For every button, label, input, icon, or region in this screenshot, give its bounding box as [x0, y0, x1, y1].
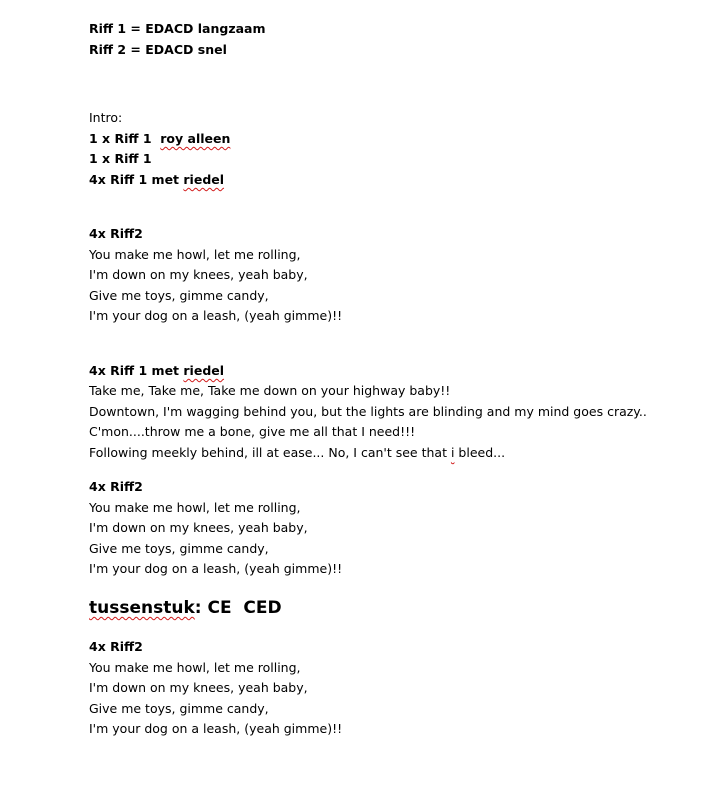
lyric-line: I'm down on my knees, yeah baby,: [89, 267, 308, 282]
lyric-line: I'm down on my knees, yeah baby,: [89, 680, 308, 695]
lyric-line: You make me howl, let me rolling,: [89, 660, 301, 675]
lyric-line: [89, 445, 505, 461]
lyric-line: I'm down on my knees, yeah baby,: [89, 520, 308, 535]
lyric-line: You make me howl, let me rolling,: [89, 500, 301, 515]
lyric-line: I'm your dog on a leash, (yeah gimme)!!: [89, 721, 343, 736]
lyric-line: Give me toys, gimme candy,: [89, 701, 269, 716]
lyric-line: Take me, Take me, Take me down on your highway baby!!: [89, 383, 451, 398]
riff2-definition: Riff 2 = EDACD snel: [89, 42, 227, 57]
intro-line-1: [89, 131, 230, 147]
spellcheck-marked-word: riedel: [183, 363, 225, 378]
tussenstuk-chords: : CE CED: [194, 598, 282, 618]
section4-heading: 4x Riff2: [89, 639, 143, 654]
spellcheck-marked-word: riedel: [183, 172, 225, 187]
lyric-line: I'm your dog on a leash, (yeah gimme)!!: [89, 561, 343, 576]
lyric-line-prefix: Following meekly behind, ill at ease... No, I can't see that: [89, 445, 451, 460]
lyric-line: Give me toys, gimme candy,: [89, 288, 269, 303]
section2-heading: [89, 363, 224, 379]
spellcheck-marked-word: i: [450, 445, 455, 460]
intro-line-3: [89, 172, 224, 188]
spellcheck-marked-word: tussenstuk: [89, 598, 195, 618]
lyric-line: Give me toys, gimme candy,: [89, 541, 269, 556]
lyric-line: Downtown, I'm wagging behind you, but the lights are blinding and my mind goes crazy..: [89, 404, 647, 419]
section3-heading: 4x Riff2: [89, 479, 143, 494]
lyric-line-suffix: bleed...: [454, 445, 506, 460]
lyric-line: You make me howl, let me rolling,: [89, 247, 301, 262]
intro-line-3-prefix: 4x Riff 1 met: [89, 172, 184, 187]
lyric-line: I'm your dog on a leash, (yeah gimme)!!: [89, 308, 343, 323]
section1-heading: 4x Riff2: [89, 226, 143, 241]
section2-heading-prefix: 4x Riff 1 met: [89, 363, 184, 378]
lyric-line: C'mon....throw me a bone, give me all that I need!!!: [89, 424, 416, 439]
tussenstuk-heading: [89, 597, 282, 619]
intro-line-2: 1 x Riff 1: [89, 151, 152, 166]
intro-label: Intro:: [89, 110, 123, 125]
intro-line-1-prefix: 1 x Riff 1: [89, 131, 161, 146]
riff1-definition: Riff 1 = EDACD langzaam: [89, 21, 266, 36]
spellcheck-marked-word: roy alleen: [160, 131, 231, 146]
